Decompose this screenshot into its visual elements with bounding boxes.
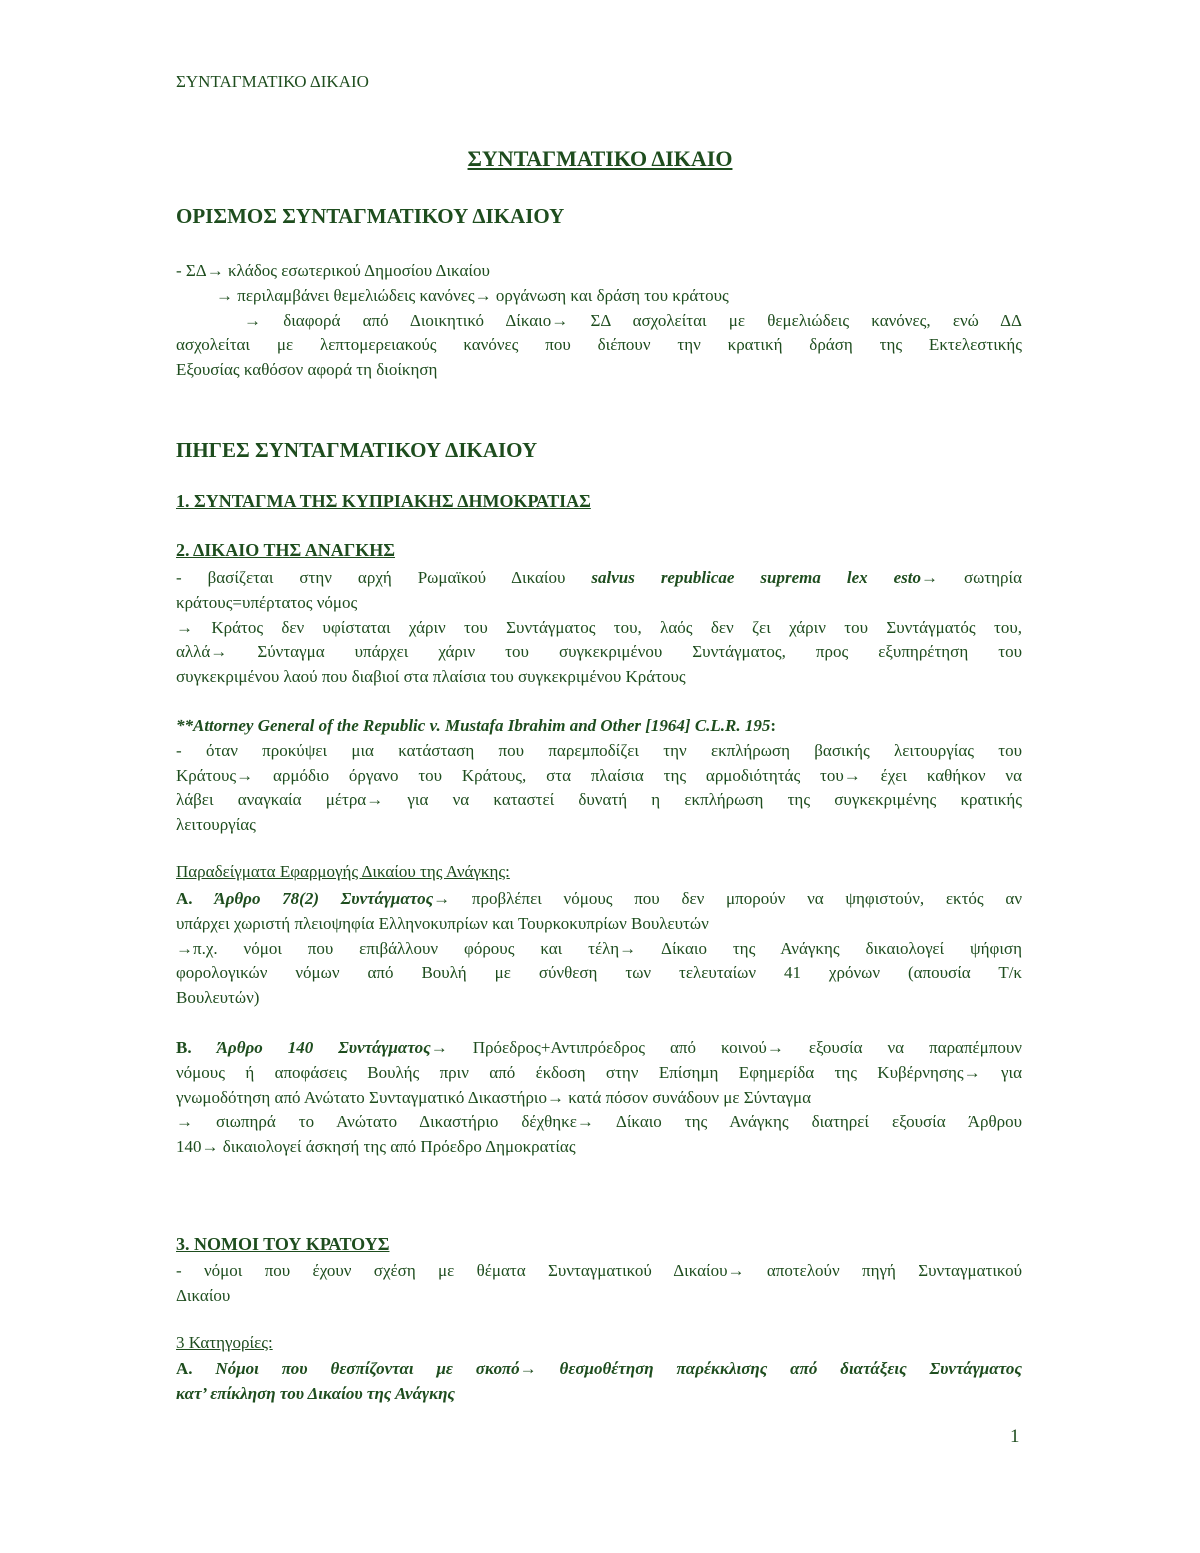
example-a-line: Α. Άρθρο 78(2) Συντάγματος→ προβλέπει νόμους που δεν μπορούν να ψηφιστούν, εκτός αν <box>176 889 1022 908</box>
definition-line: → περιλαμβάνει θεμελιώδεις κανόνες→ οργάνωση και δράση του κράτους <box>216 285 729 305</box>
definition-line: → διαφορά από Διοικητικό Δίκαιο→ ΣΔ ασχολείται με θεμελιώδεις κανόνες, ενώ ΔΔ <box>244 310 1022 330</box>
case-line: λειτουργίας <box>176 815 256 835</box>
section-3-heading: 3. ΝΟΜΟΙ ΤΟΥ ΚΡΑΤΟΥΣ <box>176 1234 390 1254</box>
example-a-line: φορολογικών νόμων από Βουλή με σύνθεση των τελευταίων 41 χρόνων (απουσία Τ/κ <box>176 963 1022 983</box>
example-a-line: →π.χ. νόμοι που επιβάλλουν φόρους και τέλη→ Δίκαιο της Ανάγκης δικαιολογεί ψήφιση <box>176 938 1022 958</box>
case-line: Κράτους→ αρμόδιο όργανο του Κράτους, στα πλαίσια της αρμοδιότητάς του→ έχει καθήκον να <box>176 765 1022 785</box>
example-b-paragraph <box>176 1036 1022 1160</box>
running-header: ΣΥΝΤΑΓΜΑΤΙΚΟ ΔΙΚΑΙΟ <box>176 72 369 91</box>
necessity-line: συγκεκριμένου λαού που διαβιοί στα πλαίσια του συγκεκριμένου Κράτους <box>176 667 686 687</box>
definition-line: - ΣΔ→ κλάδος εσωτερικού Δημοσίου Δικαίου <box>176 261 490 280</box>
necessity-line: κράτους=υπέρτατος νόμος <box>176 592 358 612</box>
category-a-paragraph <box>176 1357 1022 1407</box>
article-140-ref: Άρθρο 140 Συντάγματος <box>216 1038 431 1057</box>
necessity-line: αλλά→ Σύνταγμα υπάρχει χάριν του συγκεκριμένου Συντάγματος, προς εξυπηρέτηση του <box>176 642 1022 662</box>
example-b-line: νόμους ή αποφάσεις Βουλής πριν από έκδοση στην Επίσημη Εφημερίδα της Κυβέρνησης→ για <box>176 1062 1022 1082</box>
necessity-paragraph <box>176 566 1022 690</box>
case-title: **Attorney General of the Republic v. Mustafa Ibrahim and Other [1964] C.L.R. 195: <box>176 716 777 735</box>
example-a-line: Βουλευτών) <box>176 988 260 1008</box>
example-b-line: γνωμοδότηση από Ανώτατο Συνταγματικό Δικαστήριο→ κατά πόσον συνάδουν με Σύνταγμα <box>176 1087 812 1107</box>
necessity-line: → Κράτος δεν υφίσταται χάριν του Συντάγματος του, λαός δεν ζει χάριν του Συντάγματός του, <box>176 617 1022 637</box>
category-a-line: Α. Νόμοι που θεσπίζονται με σκοπό→ θεσμοθέτηση παρέκκλισης από διατάξεις Συντάγματος <box>176 1359 1023 1378</box>
category-a-line: κατ’ επίκληση του Δικαίου της Ανάγκης <box>176 1383 455 1403</box>
case-line: - όταν προκύψει μια κατάσταση που παρεμποδίζει την εκπλήρωση βασικής λειτουργίας του <box>176 740 1022 760</box>
document-title: ΣΥΝΤΑΓΜΑΤΙΚΟ ΔΙΚΑΙΟ <box>467 146 733 171</box>
section-1-heading: 1. ΣΥΝΤΑΓΜΑ ΤΗΣ ΚΥΠΡΙΑΚΗΣ ΔΗΜΟΚΡΑΤΙΑΣ <box>176 491 591 511</box>
definition-line: Εξουσίας καθόσον αφορά τη διοίκηση <box>176 360 438 380</box>
example-b-line: Β. Άρθρο 140 Συντάγματος→ Πρόεδρος+Αντιπρόεδρος από κοινού→ εξουσία να παραπέμπουν <box>176 1038 1022 1057</box>
example-b-line: → σιωπηρά το Ανώτατο Δικαστήριο δέχθηκε→ Δίκαιο της Ανάγκης διατηρεί εξουσία Άρθρου <box>176 1112 1022 1132</box>
case-paragraph <box>176 714 1022 838</box>
section-2-heading: 2. ΔΙΚΑΙΟ ΤΗΣ ΑΝΑΓΚΗΣ <box>176 540 395 560</box>
example-a-paragraph <box>176 887 1022 1011</box>
example-b-line: 140→ δικαιολογεί άσκησή της από Πρόεδρο Δημοκρατίας <box>176 1137 576 1157</box>
examples-heading: Παραδείγματα Εφαρμογής Δικαίου της Ανάγκης: <box>176 862 510 881</box>
example-a-line: υπάρχει χωριστή πλειοψηφία Ελληνοκυπρίων και Τουρκοκυπρίων Βουλευτών <box>176 913 709 933</box>
article-78-ref: Άρθρο 78(2) Συντάγματος <box>214 889 434 908</box>
laws-paragraph <box>176 1259 1022 1309</box>
laws-line: Δικαίου <box>176 1285 231 1305</box>
necessity-line: - βασίζεται στην αρχή Ρωμαϊκού Δικαίου salvus republicae suprema lex esto→ σωτηρία <box>176 568 1022 587</box>
definition-line: ασχολείται με λεπτομερειακούς κανόνες που διέπουν την κρατική δράση της Εκτελεστικής <box>176 335 1022 355</box>
categories-heading: 3 Κατηγορίες: <box>176 1333 273 1352</box>
definition-heading: ΟΡΙΣΜΟΣ ΣΥΝΤΑΓΜΑΤΙΚΟΥ ΔΙΚΑΙΟΥ <box>176 204 565 228</box>
page-number: 1 <box>1010 1426 1020 1447</box>
latin-maxim: salvus republicae suprema lex esto <box>591 568 921 587</box>
definition-paragraph <box>176 259 1022 383</box>
case-line: λάβει αναγκαία μέτρα→ για να καταστεί δυνατή η εκπλήρωση της συγκεκριμένης κρατικής <box>176 790 1022 810</box>
laws-line: - νόμοι που έχουν σχέση με θέματα Συνταγματικού Δικαίου→ αποτελούν πηγή Συνταγματικού <box>176 1261 1022 1280</box>
sources-heading: ΠΗΓΕΣ ΣΥΝΤΑΓΜΑΤΙΚΟΥ ΔΙΚΑΙΟΥ <box>176 438 538 462</box>
